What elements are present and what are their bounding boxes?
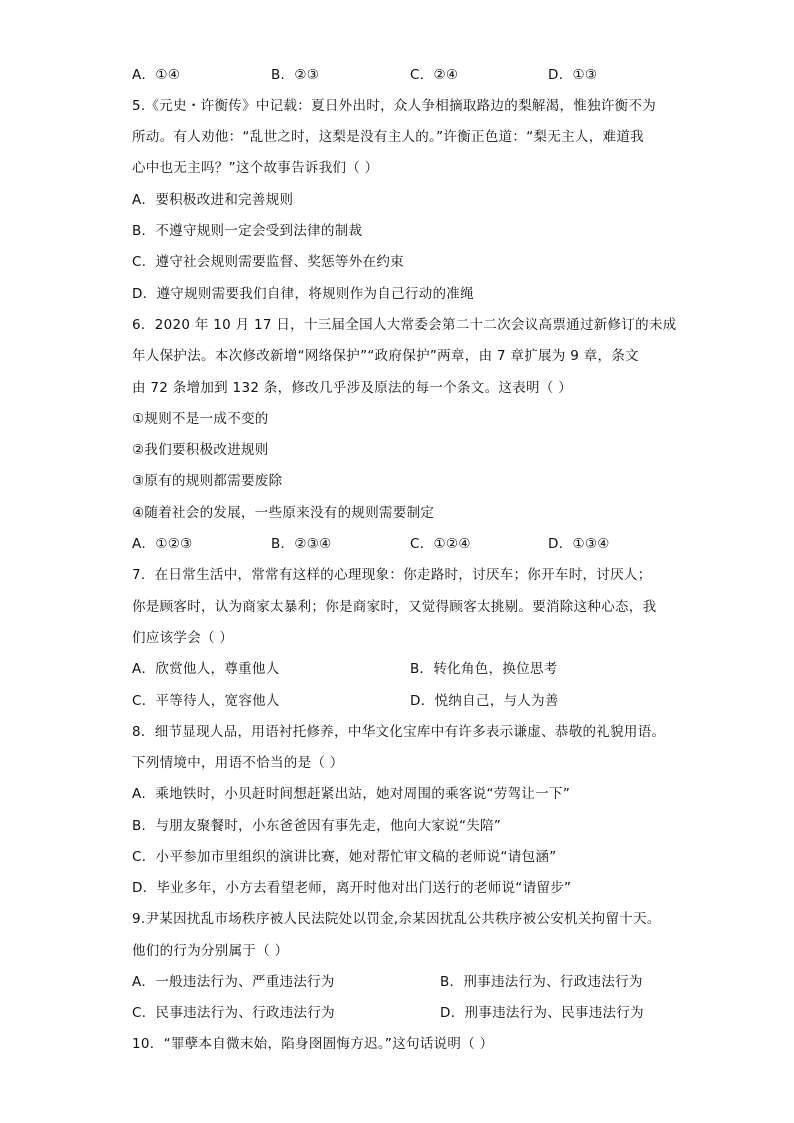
q6-statement-1: ①规则不是一成不变的 (132, 411, 269, 427)
q6-stem-line-3: 由 72 条增加到 132 条，修改几乎涉及原法的每一个条文。这表明（ ） (132, 380, 573, 396)
q9-option-a[interactable]: A．一般违法行为、严重违法行为 (132, 974, 335, 990)
q5-option-b[interactable]: B．不遵守规则一定会受到法律的制裁 (132, 223, 363, 239)
q6-statement-4: ④随着社会的发展，一些原来没有的规则需要制定 (132, 505, 435, 521)
q7-option-c[interactable]: C．平等待人，宽容他人 (132, 693, 280, 709)
q6-statement-2: ②我们要积极改进规则 (132, 442, 269, 458)
q8-option-d[interactable]: D．毕业多年，小方去看望老师，离开时他对出门送行的老师说“请留步” (132, 880, 572, 896)
q7-stem-line-3: 们应该学会（ ） (132, 630, 234, 646)
q7-option-d[interactable]: D．悦纳自己，与人为善 (410, 693, 559, 709)
q8-stem-line-1: 8．细节显现人品，用语衬托修养，中华文化宝库中有许多表示谦虚、恭敬的礼貌用语。 (132, 724, 666, 740)
q5-option-a[interactable]: A．要积极改进和完善规则 (132, 192, 294, 208)
q7-stem-line-2: 你是顾客时，认为商家太暴利；你是商家时，又觉得顾客太挑剔。要消除这种心态，我 (132, 599, 657, 615)
q7-stem-line-1: 7．在日常生活中，常常有这样的心理现象：你走路时，讨厌车；你开车时，讨厌人； (132, 567, 652, 583)
q9-stem-line-1: 9.尹某因扰乱市场秩序被人民法院处以罚金,佘某因扰乱公共秩序被公安机关拘留十天。 (132, 911, 661, 927)
q6-stem-line-2: 年人保护法。本次修改新增“网络保护”“政府保护”两章，由 7 章扩展为 9 章，条文 (132, 348, 639, 364)
q5-stem-line-2: 所动。有人劝他：“乱世之时，这梨是没有主人的。”许衡正色道：“梨无主人，难道我 (132, 129, 644, 145)
q6-option-b[interactable]: B．②③④ (271, 536, 332, 552)
q10-stem-line-1: 10．“罪孽本自微末始，陷身囹圄悔方迟。”这句话说明（ ） (132, 1036, 494, 1052)
q5-option-d[interactable]: D．遵守规则需要我们自律，将规则作为自己行动的准绳 (132, 286, 474, 302)
q9-stem-line-2: 他们的行为分别属于（ ） (132, 943, 289, 959)
q8-option-b[interactable]: B．与朋友聚餐时，小东爸爸因有事先走，他向大家说“失陪” (132, 818, 502, 834)
q5-stem-line-3: 心中也无主吗？”这个故事告诉我们（ ） (132, 160, 379, 176)
q9-option-b[interactable]: B．刑事违法行为、行政违法行为 (440, 974, 643, 990)
q9-option-c[interactable]: C．民事违法行为、行政违法行为 (132, 1005, 335, 1021)
q6-option-c[interactable]: C．①②④ (410, 536, 471, 552)
q7-option-a[interactable]: A．欣赏他人，尊重他人 (132, 661, 280, 677)
q6-statement-3: ③原有的规则都需要废除 (132, 473, 283, 489)
q7-option-b[interactable]: B．转化角色，换位思考 (410, 661, 558, 677)
q8-option-a[interactable]: A．乘地铁时，小贝赶时间想赶紧出站，她对周围的乘客说“劳驾让一下” (132, 786, 571, 802)
q4-option-d[interactable]: D．①③ (548, 67, 598, 83)
q9-option-d[interactable]: D．刑事违法行为、民事违法行为 (440, 1005, 644, 1021)
q8-stem-line-2: 下列情境中，用语不恰当的是（ ） (132, 755, 344, 771)
q6-option-a[interactable]: A．①②③ (132, 536, 193, 552)
q6-stem-line-1: 6．2020 年 10 月 17 日，十三届全国人大常委会第二十二次会议高票通过新修订的未成 (132, 317, 677, 333)
q4-option-b[interactable]: B．②③ (271, 67, 320, 83)
q5-stem-line-1: 5.《元史・许衡传》中记载：夏日外出时，众人争相摘取路边的梨解渴，惟独许衡不为 (132, 98, 657, 114)
q4-option-a[interactable]: A．①④ (132, 67, 181, 83)
q4-option-c[interactable]: C．②④ (410, 67, 459, 83)
q5-option-c[interactable]: C．遵守社会规则需要监督、奖惩等外在约束 (132, 254, 404, 270)
q8-option-c[interactable]: C．小平参加市里组织的演讲比赛，她对帮忙审文稿的老师说“请包涵” (132, 849, 557, 865)
q6-option-d[interactable]: D．①③④ (548, 536, 610, 552)
